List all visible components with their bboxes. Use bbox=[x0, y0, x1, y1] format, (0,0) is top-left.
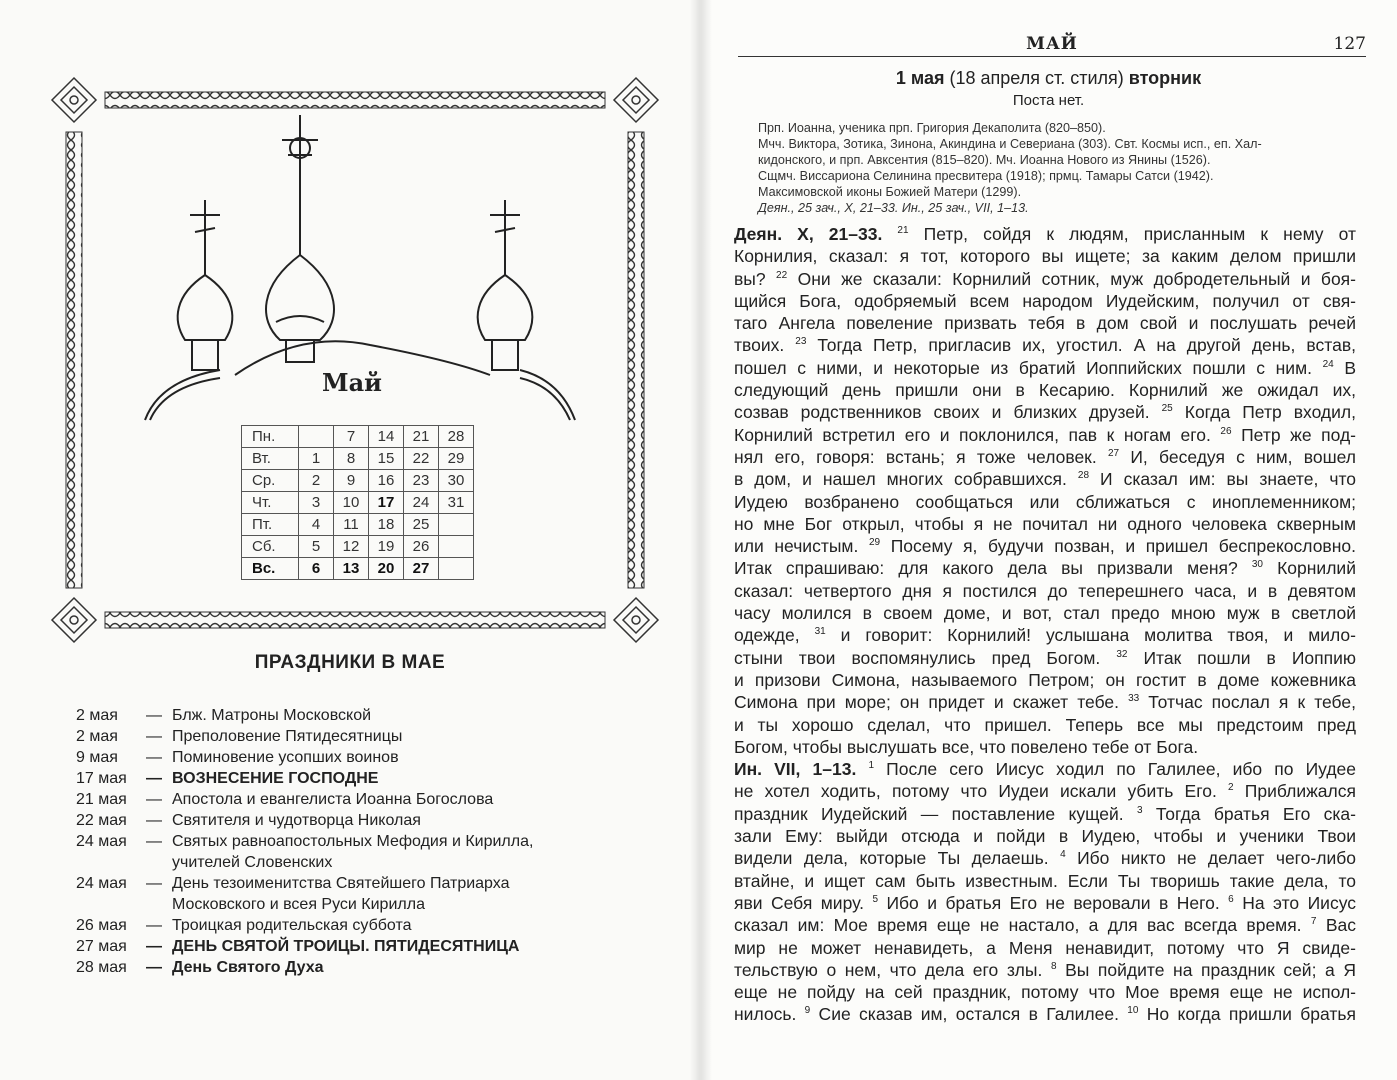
holiday-date: 9 мая bbox=[76, 749, 118, 766]
reading-line bbox=[734, 803, 1356, 825]
day-date: 1 мая bbox=[895, 68, 945, 88]
holiday-date: 28 мая bbox=[76, 959, 127, 976]
verse-number: 1 bbox=[868, 760, 875, 772]
holiday-item bbox=[76, 831, 572, 852]
holiday-dash: — bbox=[146, 959, 162, 976]
calendar-date bbox=[439, 558, 474, 580]
holiday-text: Преполовение Пятидесятницы bbox=[172, 728, 403, 745]
calendar-date: 26 bbox=[404, 536, 439, 558]
reading-text: Приближался bbox=[1233, 781, 1356, 802]
reading-text: Они же сказали: Корнилий сотник, муж добродетельный и боя- bbox=[787, 268, 1356, 289]
reading-text: втайне, и ищет сам быть известным. Если Ты творишь такие дела, то bbox=[734, 870, 1356, 891]
calendar-date: 17 bbox=[369, 492, 404, 514]
holiday-dash bbox=[146, 852, 172, 873]
calendar-date: 24 bbox=[404, 492, 439, 514]
reading-text: видели дела, которые Ты делаешь. bbox=[734, 848, 1049, 869]
reading-line bbox=[734, 312, 1356, 334]
reading-text: мир не может ненавидеть, а Меня ненавидит, потому что Я свиде- bbox=[734, 937, 1356, 958]
saints-line: Деян., 25 зач., X, 21–33. Ин., 25 зач., VII, 1–13. bbox=[758, 201, 1029, 215]
holiday-text: Святителя и чудотворца Николая bbox=[172, 812, 421, 829]
verse-number: 10 bbox=[1127, 1005, 1139, 1017]
reading-line bbox=[734, 981, 1356, 1003]
calendar-date: 15 bbox=[369, 448, 404, 470]
holiday-item bbox=[76, 747, 572, 768]
reading-text: яви Себя миру. bbox=[734, 892, 864, 913]
holiday-dash: — bbox=[146, 875, 162, 892]
reading-line bbox=[734, 959, 1356, 981]
holiday-item bbox=[76, 852, 572, 873]
calendar-date: 21 bbox=[404, 426, 439, 448]
holiday-dash: — bbox=[146, 749, 162, 766]
reading-text: праздник Иудейский — поставление кущей. bbox=[734, 803, 1124, 824]
holiday-text: Блж. Матроны Московской bbox=[172, 707, 372, 724]
verse-number: 29 bbox=[868, 537, 881, 549]
reading-text: Тогда Петр, пригласив их, угостил. А на другой день, встав, bbox=[806, 335, 1356, 356]
calendar-date: 1 bbox=[299, 448, 334, 470]
holiday-dash: — bbox=[146, 728, 162, 745]
reading-line bbox=[734, 780, 1356, 802]
day-weekday: вторник bbox=[1128, 68, 1202, 88]
reading-text: следующий день пришли они в Кесарию. Корнилий же ожидал их, bbox=[734, 380, 1356, 401]
reading-text: Петр, сойдя к людям, присланным к нему от bbox=[908, 224, 1357, 244]
reading-line bbox=[734, 892, 1356, 914]
calendar-row bbox=[242, 514, 474, 536]
saints-line: Сщмч. Виссариона Селинина пресвитера (1918); прмц. Тамары Сатси (1942). bbox=[758, 169, 1214, 183]
holiday-text: учителей Словенских bbox=[172, 854, 333, 871]
reading-line bbox=[734, 513, 1356, 535]
calendar-date: 13 bbox=[334, 558, 369, 580]
reading-text: Корнилия, сказал: я тот, которого вы ищете; за каким делом пришли bbox=[734, 246, 1356, 267]
holiday-date: 17 мая bbox=[76, 770, 127, 787]
reading-text: вы? bbox=[734, 268, 766, 289]
calendar-date: 22 bbox=[404, 448, 439, 470]
calendar-row bbox=[242, 536, 474, 558]
holiday-item bbox=[76, 810, 572, 831]
reading-reference: Ин. VII, 1–13. bbox=[734, 759, 869, 780]
holiday-dash: — bbox=[146, 707, 162, 724]
verse-number: 7 bbox=[1310, 916, 1317, 928]
calendar-weekday: Ср. bbox=[242, 470, 299, 492]
calendar-date: 27 bbox=[404, 558, 439, 580]
reading-text: Корнилий встретил его и поклонился, пав к ногам его. bbox=[734, 424, 1211, 445]
reading-line bbox=[734, 223, 1356, 245]
running-head-title: МАЙ bbox=[1026, 34, 1078, 54]
reading-text: не хотел ходить, потому что Иудеи искали убить Его. bbox=[734, 781, 1217, 802]
reading-text: Богом, чтобы выслушать все, что повелено тебе от Бога. bbox=[734, 736, 1199, 757]
day-heading bbox=[700, 68, 1397, 89]
holiday-date: 27 мая bbox=[76, 938, 127, 955]
saints-line: Максимовской иконы Божией Матери (1299). bbox=[758, 185, 1022, 199]
reading-text: Итак спрашиваю: для какого дела вы призвали меня? bbox=[734, 558, 1238, 579]
reading-text: часу молился в своем доме, и вот, стал предо мною муж в светлой bbox=[734, 603, 1356, 624]
reading-text: сказал: четвертого дня я постился до теперешнего часа, и в девятом bbox=[734, 580, 1356, 601]
reading-line bbox=[734, 468, 1356, 490]
calendar-date: 6 bbox=[299, 558, 334, 580]
day-old-style: (18 апреля ст. стиля) bbox=[949, 68, 1124, 88]
holiday-item bbox=[76, 957, 572, 978]
holiday-text: Московского и всея Руси Кирилла bbox=[172, 896, 425, 913]
calendar-weekday: Сб. bbox=[242, 536, 299, 558]
calendar-date: 20 bbox=[369, 558, 404, 580]
reading-text: Сие сказав им, остался в Галилее. bbox=[810, 1004, 1119, 1025]
reading-text: Петр же под- bbox=[1231, 424, 1356, 445]
book-gutter bbox=[690, 0, 712, 1080]
verse-number: 5 bbox=[872, 894, 878, 906]
holiday-item bbox=[76, 705, 572, 726]
calendar-date: 5 bbox=[299, 536, 334, 558]
reading-line bbox=[734, 714, 1356, 736]
calendar-date: 28 bbox=[439, 426, 474, 448]
reading-line bbox=[734, 268, 1356, 290]
reading-line bbox=[734, 647, 1356, 669]
calendar-date: 16 bbox=[369, 470, 404, 492]
reading-text: стыни твои воспомянулись пред Богом. bbox=[734, 647, 1101, 668]
reading-text: нилось. bbox=[734, 1004, 797, 1025]
calendar-date: 4 bbox=[299, 514, 334, 536]
running-head bbox=[738, 30, 1366, 57]
calendar-weekday: Вс. bbox=[242, 558, 299, 580]
holidays-title: ПРАЗДНИКИ В МАЕ bbox=[254, 652, 446, 673]
calendar-date: 7 bbox=[334, 426, 369, 448]
reading-text: Тотчас послал я к тебе, bbox=[1139, 692, 1356, 713]
verse-number: 4 bbox=[1060, 849, 1066, 861]
reading-line bbox=[734, 602, 1356, 624]
calendar-date: 10 bbox=[334, 492, 369, 514]
right-page bbox=[700, 0, 1397, 1080]
reading-text: тельствую о нем, что дела его злы. bbox=[734, 959, 1043, 980]
reading-text: и говорит: Корнилий! услышана молитва твоя, и мило- bbox=[825, 625, 1356, 646]
reading-line bbox=[734, 914, 1356, 936]
reading-text: Посему я, будучи позван, и пришел беспрекословно. bbox=[880, 536, 1356, 557]
reading-text: И сказал им: вы знаете, что bbox=[1089, 469, 1356, 490]
reading-text: еще не пойду на сей праздник, потому что Мое время еще не испол- bbox=[734, 982, 1356, 1003]
reading-line bbox=[734, 758, 1356, 780]
holiday-date bbox=[76, 852, 146, 873]
verse-number: 2 bbox=[1228, 782, 1234, 794]
reading-text: и ты хорошо сделал, что пришел. Теперь все мы предстоим пред bbox=[734, 714, 1356, 735]
calendar-row bbox=[242, 448, 474, 470]
holiday-dash bbox=[146, 894, 172, 915]
holiday-date: 21 мая bbox=[76, 791, 127, 808]
reading-line bbox=[734, 825, 1356, 847]
holiday-item bbox=[76, 894, 572, 915]
holiday-text: Поминовение усопших воинов bbox=[172, 749, 399, 766]
calendar-month-title: Май bbox=[322, 368, 382, 397]
calendar-date: 9 bbox=[334, 470, 369, 492]
reading-text: и призови Симона, называемого Петром; он гостит в доме кожевника bbox=[734, 669, 1356, 690]
reading-text: После сего Иисус ходил по Галилее, ибо по Иудее bbox=[874, 759, 1357, 780]
verse-number: 3 bbox=[1137, 804, 1143, 816]
reading-line bbox=[734, 557, 1356, 579]
calendar-date: 14 bbox=[369, 426, 404, 448]
reading-line bbox=[734, 424, 1356, 446]
reading-line bbox=[734, 290, 1356, 312]
holiday-date: 2 мая bbox=[76, 728, 118, 745]
reading-line bbox=[734, 691, 1356, 713]
calendar-date: 12 bbox=[334, 536, 369, 558]
holiday-text: ДЕНЬ СВЯТОЙ ТРОИЦЫ. ПЯТИДЕСЯТНИЦА bbox=[172, 938, 520, 955]
reading-line bbox=[734, 624, 1356, 646]
reading-text: И, беседуя с ним, вошел bbox=[1119, 446, 1357, 467]
holiday-item bbox=[76, 936, 572, 957]
reading-text: Вас bbox=[1316, 915, 1356, 936]
reading-line bbox=[734, 334, 1356, 356]
reading-text: твоих. bbox=[734, 335, 785, 356]
holiday-text: Троицкая родительская суббота bbox=[172, 917, 412, 934]
holiday-item bbox=[76, 915, 572, 936]
verse-number: 22 bbox=[776, 269, 788, 281]
saints-line: Мчч. Виктора, Зотика, Зинона, Акиндина и Севериана (303). Свт. Космы исп., еп. Хал- bbox=[758, 137, 1262, 151]
reading-text: пошел с ними, и некоторые из братий Иоппийских пошли с ним. bbox=[734, 357, 1312, 378]
page-number: 127 bbox=[1333, 34, 1366, 54]
reading-text: зали Ему: выйди отсюда и пойди в Иудею, чтобы и ученики Твои bbox=[734, 826, 1356, 847]
verse-number: 33 bbox=[1128, 693, 1140, 705]
reading-line bbox=[734, 847, 1356, 869]
calendar-weekday: Чт. bbox=[242, 492, 299, 514]
holiday-item bbox=[76, 873, 572, 894]
calendar-weekday: Пн. bbox=[242, 426, 299, 448]
saints-commemoration bbox=[758, 120, 1358, 216]
reading-text: Симона при море; он придет и скажет тебе. bbox=[734, 692, 1119, 713]
reading-text: Итак пошли в Иоппию bbox=[1127, 647, 1356, 668]
reading-text: Ибо никто не делает чего-либо bbox=[1065, 848, 1356, 869]
reading-line bbox=[734, 736, 1356, 758]
holiday-dash: — bbox=[146, 833, 162, 850]
reading-line bbox=[734, 870, 1356, 892]
holiday-date: 2 мая bbox=[76, 707, 118, 724]
verse-number: 31 bbox=[814, 626, 826, 638]
calendar-date bbox=[299, 426, 334, 448]
reading-text: В bbox=[1333, 357, 1356, 378]
holiday-text: День тезоименитства Святейшего Патриарха bbox=[172, 875, 510, 892]
verse-number: 8 bbox=[1050, 960, 1057, 972]
calendar-date: 25 bbox=[404, 514, 439, 536]
calendar-date: 30 bbox=[439, 470, 474, 492]
reading-text: Тогда братья Его ска- bbox=[1142, 803, 1356, 824]
reading-line bbox=[734, 446, 1356, 468]
reading-line bbox=[734, 245, 1356, 267]
holiday-date: 24 мая bbox=[76, 875, 127, 892]
calendar-row bbox=[242, 492, 474, 514]
verse-number: 21 bbox=[897, 225, 909, 237]
reading-line bbox=[734, 379, 1356, 401]
reading-text: таго Ангела повеление призвать тебя в дом свой и послушать речей bbox=[734, 313, 1356, 334]
calendar-row bbox=[242, 558, 474, 580]
holiday-dash: — bbox=[146, 770, 162, 787]
calendar-weekday: Вт. bbox=[242, 448, 299, 470]
verse-number: 24 bbox=[1322, 358, 1334, 370]
holiday-date: 26 мая bbox=[76, 917, 127, 934]
verse-number: 26 bbox=[1220, 425, 1232, 437]
verse-number: 25 bbox=[1161, 403, 1173, 415]
calendar-date: 29 bbox=[439, 448, 474, 470]
reading-text: щийся Бога, одобряемый всем народом Иудейским, получил от свя- bbox=[734, 290, 1356, 311]
saints-line: кидонского, и прп. Авксентия (815–820). Мч. Иоанна Нового из Янины (1526). bbox=[758, 153, 1211, 167]
reading-line bbox=[734, 937, 1356, 959]
reading-line bbox=[734, 491, 1356, 513]
calendar-date: 23 bbox=[404, 470, 439, 492]
scripture-reading bbox=[734, 223, 1356, 1026]
calendar-date: 3 bbox=[299, 492, 334, 514]
holiday-text: ВОЗНЕСЕНИЕ ГОСПОДНЕ bbox=[172, 770, 379, 787]
holiday-dash: — bbox=[146, 791, 162, 808]
calendar-date: 2 bbox=[299, 470, 334, 492]
reading-text: нял его, говоря: встань; я тоже человек. bbox=[734, 446, 1097, 467]
verse-number: 32 bbox=[1116, 648, 1128, 660]
reading-line bbox=[734, 1003, 1356, 1025]
saints-line: Прп. Иоанна, ученика прп. Григория Декаполита (820–850). bbox=[758, 121, 1106, 135]
holiday-dash: — bbox=[146, 917, 162, 934]
verse-number: 28 bbox=[1077, 470, 1090, 482]
reading-line bbox=[734, 580, 1356, 602]
calendar-date: 11 bbox=[334, 514, 369, 536]
reading-text: Но когда пришли братья bbox=[1138, 1004, 1356, 1025]
reading-line bbox=[734, 401, 1356, 423]
reading-text: Когда Петр входил, bbox=[1172, 402, 1356, 423]
holiday-date: 22 мая bbox=[76, 812, 127, 829]
reading-text: Корнилий bbox=[1262, 558, 1356, 579]
calendar-date: 8 bbox=[334, 448, 369, 470]
verse-number: 6 bbox=[1228, 894, 1234, 906]
calendar-date: 31 bbox=[439, 492, 474, 514]
verse-number: 30 bbox=[1251, 559, 1263, 571]
holiday-item bbox=[76, 768, 572, 789]
reading-text: Иудею возбранено сообщаться или сближаться с иноплеменником; bbox=[734, 491, 1356, 512]
holiday-text: Апостола и евангелиста Иоанна Богослова bbox=[172, 791, 494, 808]
reading-line bbox=[734, 669, 1356, 691]
holidays-list bbox=[76, 705, 572, 978]
reading-text: или нечистым. bbox=[734, 536, 859, 557]
reading-line bbox=[734, 357, 1356, 379]
reading-text: созвав родственников своих и близких друзей. bbox=[734, 402, 1150, 423]
reading-reference: Деян. X, 21–33. bbox=[734, 224, 898, 244]
calendar-date bbox=[439, 514, 474, 536]
calendar-date: 18 bbox=[369, 514, 404, 536]
calendar-date bbox=[439, 536, 474, 558]
verse-number: 9 bbox=[804, 1005, 811, 1017]
month-calendar bbox=[241, 425, 474, 580]
reading-text: в дом, и нашел многих собравшихся. bbox=[734, 469, 1067, 490]
reading-line bbox=[734, 535, 1356, 557]
fast-note: Поста нет. bbox=[1012, 92, 1085, 109]
reading-text: одежде, bbox=[734, 625, 800, 646]
verse-number: 27 bbox=[1107, 448, 1120, 460]
calendar-date: 19 bbox=[369, 536, 404, 558]
holiday-item bbox=[76, 726, 572, 747]
calendar-row bbox=[242, 470, 474, 492]
verse-number: 23 bbox=[795, 336, 807, 348]
reading-text: сказал им: Мое время еще не настало, а для вас всегда время. bbox=[734, 915, 1302, 936]
holiday-item bbox=[76, 789, 572, 810]
holiday-text: Святых равноапостольных Мефодия и Кирилла, bbox=[172, 833, 534, 850]
reading-text: Вы пойдите на праздник сей; а Я bbox=[1056, 959, 1356, 980]
reading-text: но мне Бог открыл, чтобы я не почитал ни одного человека скверным bbox=[734, 513, 1356, 534]
holiday-date bbox=[76, 894, 146, 915]
reading-text: На это Иисус bbox=[1233, 892, 1356, 913]
holiday-dash: — bbox=[146, 938, 162, 955]
calendar-row bbox=[242, 426, 474, 448]
holiday-date: 24 мая bbox=[76, 833, 127, 850]
reading-text: Ибо и братья Его не веровали в Него. bbox=[878, 892, 1220, 913]
holiday-dash: — bbox=[146, 812, 162, 829]
holiday-text: День Святого Духа bbox=[172, 959, 324, 976]
calendar-weekday: Пт. bbox=[242, 514, 299, 536]
